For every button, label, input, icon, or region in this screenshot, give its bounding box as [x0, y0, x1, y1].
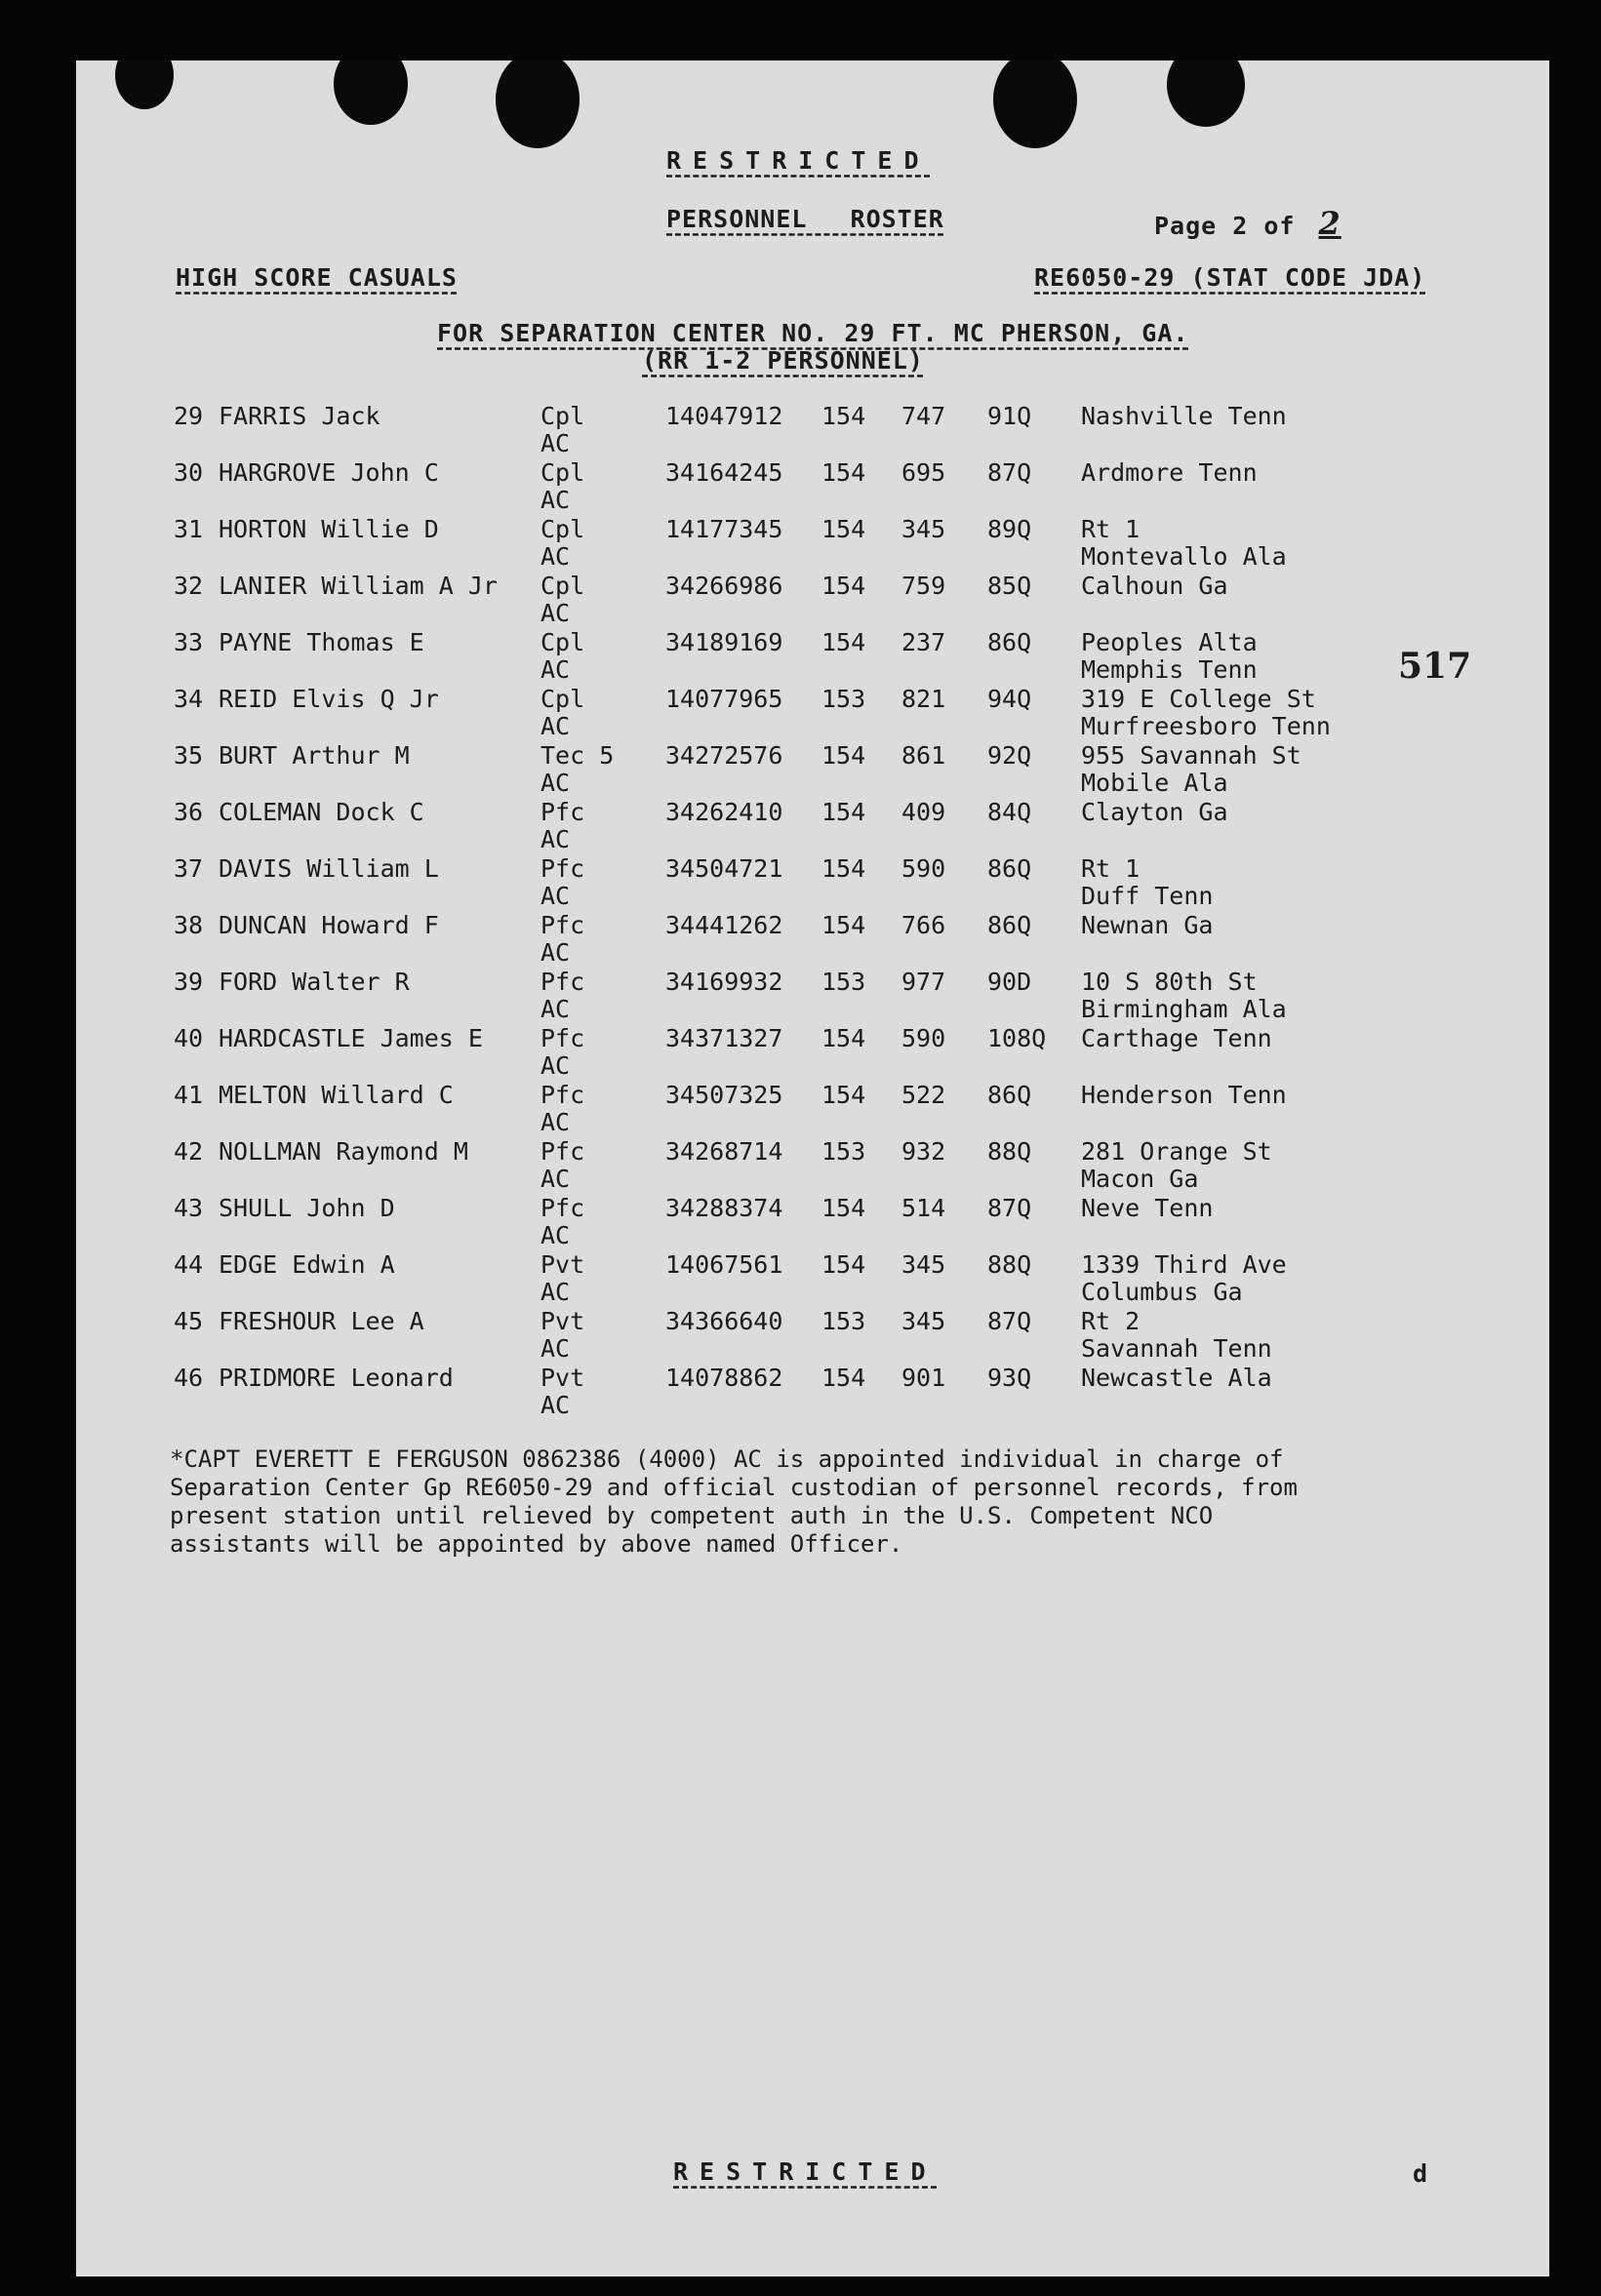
punch-hole — [1167, 60, 1245, 127]
serial-number: 14177345 — [665, 515, 783, 543]
score-code: 85Q — [987, 572, 1032, 600]
arm-of-service: AC — [540, 882, 571, 910]
arm-of-service: AC — [540, 1278, 571, 1306]
roster-row — [174, 402, 1442, 458]
grade: Pfc — [540, 1024, 585, 1052]
soldier-name: LANIER William A Jr — [219, 572, 498, 600]
address-line-1: Peoples Alta — [1081, 628, 1258, 656]
punch-hole — [496, 60, 580, 148]
roster-row — [174, 572, 1442, 628]
group-label: HIGH SCORE CASUALS — [176, 263, 458, 292]
code-b: 409 — [901, 798, 946, 826]
serial-number: 14067561 — [665, 1250, 783, 1279]
entry-number: 38 — [174, 911, 204, 939]
code-b: 932 — [901, 1137, 946, 1166]
score-code: 94Q — [987, 685, 1032, 713]
address-line-2: Birmingham Ala — [1081, 995, 1287, 1023]
entry-number: 46 — [174, 1364, 204, 1392]
arm-of-service: AC — [540, 995, 571, 1023]
roster-row — [174, 1364, 1442, 1420]
address-line-2: Columbus Ga — [1081, 1278, 1243, 1306]
classification-top: RESTRICTED — [666, 146, 931, 175]
serial-number: 34441262 — [665, 911, 783, 939]
grade: Pfc — [540, 854, 585, 883]
punch-hole — [115, 60, 174, 109]
code-a: 154 — [821, 911, 866, 939]
soldier-name: PAYNE Thomas E — [219, 628, 424, 656]
entry-number: 35 — [174, 741, 204, 770]
serial-number: 34288374 — [665, 1194, 783, 1222]
entry-number: 30 — [174, 458, 204, 487]
code-a: 154 — [821, 628, 866, 656]
address-line-1: Newcastle Ala — [1081, 1364, 1272, 1392]
page-indicator — [1154, 205, 1341, 242]
roster-row — [174, 1250, 1442, 1307]
soldier-name: HARDCASTLE James E — [219, 1024, 483, 1052]
arm-of-service: AC — [540, 599, 571, 627]
address-line-1: Rt 2 — [1081, 1307, 1141, 1335]
soldier-name: BURT Arthur M — [219, 741, 410, 770]
score-code: 84Q — [987, 798, 1032, 826]
serial-number: 34268714 — [665, 1137, 783, 1166]
address-line-1: Carthage Tenn — [1081, 1024, 1272, 1052]
arm-of-service: AC — [540, 486, 571, 514]
entry-number: 34 — [174, 685, 204, 713]
soldier-name: DAVIS William L — [219, 854, 439, 883]
address-line-1: 10 S 80th St — [1081, 968, 1258, 996]
grade: Cpl — [540, 628, 585, 656]
score-code: 86Q — [987, 911, 1032, 939]
soldier-name: NOLLMAN Raymond M — [219, 1137, 468, 1166]
roster-row — [174, 458, 1442, 515]
arm-of-service: AC — [540, 1108, 571, 1136]
serial-number: 14047912 — [665, 402, 783, 430]
serial-number: 14077965 — [665, 685, 783, 713]
score-code: 93Q — [987, 1364, 1032, 1392]
score-code: 87Q — [987, 458, 1032, 487]
address-line-2: Montevallo Ala — [1081, 542, 1287, 571]
score-code: 86Q — [987, 854, 1032, 883]
grade: Pfc — [540, 1081, 585, 1109]
roster-row — [174, 1024, 1442, 1081]
roster-row — [174, 685, 1442, 741]
code-b: 759 — [901, 572, 946, 600]
grade: Cpl — [540, 572, 585, 600]
code-a: 153 — [821, 1137, 866, 1166]
soldier-name: FRESHOUR Lee A — [219, 1307, 424, 1335]
code-b: 590 — [901, 854, 946, 883]
address-line-1: Henderson Tenn — [1081, 1081, 1287, 1109]
serial-number: 34169932 — [665, 968, 783, 996]
punch-hole — [334, 60, 408, 125]
corner-mark: d — [1413, 2159, 1429, 2188]
score-code: 87Q — [987, 1194, 1032, 1222]
entry-number: 37 — [174, 854, 204, 883]
address-line-1: Rt 1 — [1081, 854, 1141, 883]
code-b: 345 — [901, 1307, 946, 1335]
code-a: 153 — [821, 1307, 866, 1335]
code-a: 153 — [821, 968, 866, 996]
code-b: 695 — [901, 458, 946, 487]
entry-number: 45 — [174, 1307, 204, 1335]
code-b: 861 — [901, 741, 946, 770]
code-a: 154 — [821, 1081, 866, 1109]
grade: Pfc — [540, 1137, 585, 1166]
serial-number: 34371327 — [665, 1024, 783, 1052]
code-b: 977 — [901, 968, 946, 996]
arm-of-service: AC — [540, 712, 571, 740]
roster-row — [174, 911, 1442, 968]
soldier-name: PRIDMORE Leonard — [219, 1364, 454, 1392]
score-code: 91Q — [987, 402, 1032, 430]
side-document-number: 517 — [1398, 646, 1472, 687]
score-code: 86Q — [987, 628, 1032, 656]
arm-of-service: AC — [540, 429, 571, 457]
code-b: 345 — [901, 515, 946, 543]
score-code: 86Q — [987, 1081, 1032, 1109]
grade: Cpl — [540, 402, 585, 430]
code-a: 154 — [821, 402, 866, 430]
code-a: 154 — [821, 741, 866, 770]
grade: Pfc — [540, 968, 585, 996]
entry-number: 41 — [174, 1081, 204, 1109]
arm-of-service: AC — [540, 769, 571, 797]
arm-of-service: AC — [540, 1221, 571, 1249]
score-code: 89Q — [987, 515, 1032, 543]
serial-number: 34504721 — [665, 854, 783, 883]
footnote: *CAPT EVERETT E FERGUSON 0862386 (4000) AC is appointed individual in charge of Separation Center Gp RE6050-29 and official custodian of personnel records, from present station until relieved by competent auth in the U.S. Competent NCO assistants will be appointed by above named Officer. — [170, 1445, 1298, 1558]
document-title: PERSONNEL ROSTER — [666, 205, 944, 233]
code-b: 237 — [901, 628, 946, 656]
address-line-1: Rt 1 — [1081, 515, 1141, 543]
roster-row — [174, 1307, 1442, 1364]
arm-of-service: AC — [540, 655, 571, 684]
soldier-name: SHULL John D — [219, 1194, 395, 1222]
destination-line: FOR SEPARATION CENTER NO. 29 FT. MC PHERSON, GA. — [437, 319, 1189, 347]
grade: Cpl — [540, 515, 585, 543]
grade: Pfc — [540, 798, 585, 826]
address-line-2: Duff Tenn — [1081, 882, 1214, 910]
entry-number: 42 — [174, 1137, 204, 1166]
address-line-1: Calhoun Ga — [1081, 572, 1228, 600]
roster-row — [174, 798, 1442, 854]
serial-number: 34266986 — [665, 572, 783, 600]
page-label: Page 2 of — [1154, 212, 1296, 240]
roster-row — [174, 515, 1442, 572]
soldier-name: DUNCAN Howard F — [219, 911, 439, 939]
code-a: 154 — [821, 515, 866, 543]
grade: Pvt — [540, 1364, 585, 1392]
arm-of-service: AC — [540, 1051, 571, 1080]
score-code: 87Q — [987, 1307, 1032, 1335]
arm-of-service: AC — [540, 542, 571, 571]
code-a: 154 — [821, 1024, 866, 1052]
address-line-1: 955 Savannah St — [1081, 741, 1301, 770]
entry-number: 43 — [174, 1194, 204, 1222]
arm-of-service: AC — [540, 825, 571, 853]
classification-bottom: RESTRICTED — [673, 2157, 938, 2186]
serial-number: 34272576 — [665, 741, 783, 770]
code-b: 514 — [901, 1194, 946, 1222]
score-code: 90D — [987, 968, 1032, 996]
entry-number: 39 — [174, 968, 204, 996]
code-b: 766 — [901, 911, 946, 939]
roster-row — [174, 628, 1442, 685]
code-a: 154 — [821, 1364, 866, 1392]
address-line-2: Macon Ga — [1081, 1165, 1199, 1193]
address-line-1: Ardmore Tenn — [1081, 458, 1258, 487]
code-a: 154 — [821, 1250, 866, 1279]
address-line-1: Newnan Ga — [1081, 911, 1214, 939]
soldier-name: HARGROVE John C — [219, 458, 439, 487]
address-line-2: Mobile Ala — [1081, 769, 1228, 797]
page-total-handwritten: 2 — [1318, 205, 1341, 242]
arm-of-service: AC — [540, 938, 571, 967]
roster-row — [174, 1194, 1442, 1250]
serial-number: 34262410 — [665, 798, 783, 826]
soldier-name: MELTON Willard C — [219, 1081, 454, 1109]
roster-row — [174, 968, 1442, 1024]
code-a: 153 — [821, 685, 866, 713]
address-line-1: 1339 Third Ave — [1081, 1250, 1287, 1279]
entry-number: 33 — [174, 628, 204, 656]
score-code: 92Q — [987, 741, 1032, 770]
roster-row — [174, 854, 1442, 911]
address-line-2: Savannah Tenn — [1081, 1334, 1272, 1363]
soldier-name: EDGE Edwin A — [219, 1250, 395, 1279]
code-b: 345 — [901, 1250, 946, 1279]
address-line-2: Memphis Tenn — [1081, 655, 1258, 684]
serial-number: 34507325 — [665, 1081, 783, 1109]
entry-number: 44 — [174, 1250, 204, 1279]
arm-of-service: AC — [540, 1391, 571, 1419]
score-code: 88Q — [987, 1137, 1032, 1166]
punch-hole — [993, 60, 1077, 148]
score-code: 108Q — [987, 1024, 1047, 1052]
roster-row — [174, 1081, 1442, 1137]
grade: Pfc — [540, 1194, 585, 1222]
address-line-1: Nashville Tenn — [1081, 402, 1287, 430]
soldier-name: COLEMAN Dock C — [219, 798, 424, 826]
grade: Pvt — [540, 1307, 585, 1335]
code-b: 522 — [901, 1081, 946, 1109]
code-a: 154 — [821, 1194, 866, 1222]
grade: Cpl — [540, 685, 585, 713]
document-page — [76, 60, 1549, 2276]
address-line-1: 319 E College St — [1081, 685, 1316, 713]
arm-of-service: AC — [540, 1165, 571, 1193]
code-b: 590 — [901, 1024, 946, 1052]
address-line-2: Murfreesboro Tenn — [1081, 712, 1331, 740]
entry-number: 29 — [174, 402, 204, 430]
soldier-name: REID Elvis Q Jr — [219, 685, 439, 713]
address-line-1: Clayton Ga — [1081, 798, 1228, 826]
code-a: 154 — [821, 572, 866, 600]
arm-of-service: AC — [540, 1334, 571, 1363]
address-line-1: 281 Orange St — [1081, 1137, 1272, 1166]
soldier-name: FARRIS Jack — [219, 402, 380, 430]
grade: Pvt — [540, 1250, 585, 1279]
score-code: 88Q — [987, 1250, 1032, 1279]
code-b: 747 — [901, 402, 946, 430]
roster-row — [174, 1137, 1442, 1194]
entry-number: 36 — [174, 798, 204, 826]
soldier-name: HORTON Willie D — [219, 515, 439, 543]
roster-table — [174, 402, 1442, 1420]
serial-number: 34189169 — [665, 628, 783, 656]
grade: Tec 5 — [540, 741, 615, 770]
entry-number: 40 — [174, 1024, 204, 1052]
grade: Pfc — [540, 911, 585, 939]
entry-number: 32 — [174, 572, 204, 600]
roster-row — [174, 741, 1442, 798]
code-a: 154 — [821, 854, 866, 883]
entry-number: 31 — [174, 515, 204, 543]
personnel-type: (RR 1-2 PERSONNEL) — [642, 346, 924, 375]
serial-number: 14078862 — [665, 1364, 783, 1392]
serial-number: 34366640 — [665, 1307, 783, 1335]
serial-number: 34164245 — [665, 458, 783, 487]
address-line-1: Neve Tenn — [1081, 1194, 1214, 1222]
code-a: 154 — [821, 798, 866, 826]
grade: Cpl — [540, 458, 585, 487]
code-a: 154 — [821, 458, 866, 487]
code-b: 821 — [901, 685, 946, 713]
soldier-name: FORD Walter R — [219, 968, 410, 996]
code-b: 901 — [901, 1364, 946, 1392]
group-code: RE6050-29 (STAT CODE JDA) — [1034, 263, 1426, 292]
